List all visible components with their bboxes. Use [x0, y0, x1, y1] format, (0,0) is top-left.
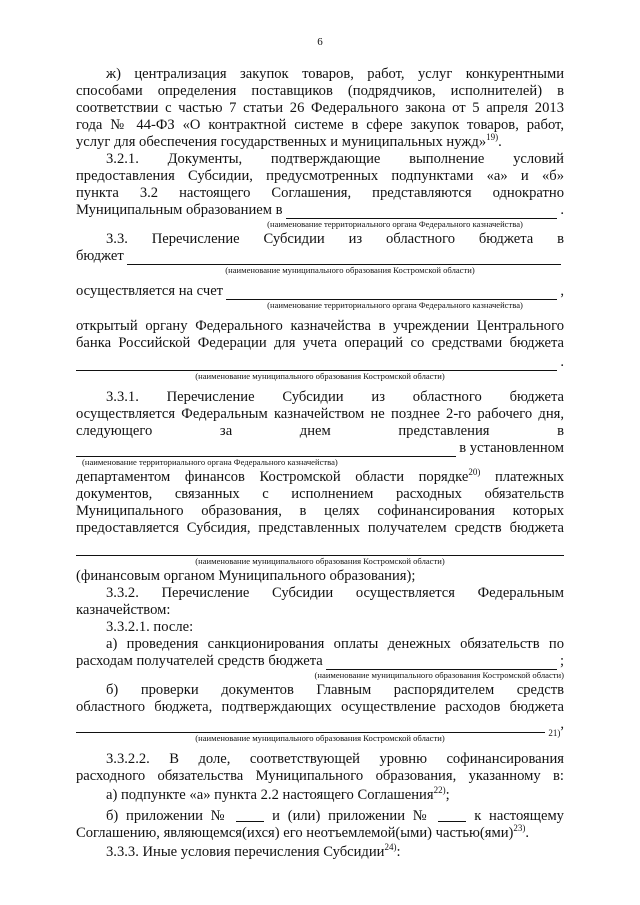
- text-line: б) проверки документов Главным распорядителем средств: [106, 682, 564, 698]
- paragraph-3-3-3: 3.3.3. Иные условия перечисления Субсидии$^{24)}$:: [106, 842, 401, 860]
- text-line: банка Российской Федерации для учета операций со средствами бюджета: [76, 335, 564, 351]
- blank-field[interactable]: [76, 356, 557, 371]
- text-line: документов, связанных с исполнением расходных обязательств: [76, 486, 564, 502]
- page-number: 6: [317, 36, 323, 48]
- fill-in-row: в установленном: [76, 440, 564, 457]
- text-line: ж) централизация закупок товаров, работ, услуг конкурентными: [106, 66, 564, 82]
- field-caption: (наименование муниципального образования Костромской области): [314, 670, 564, 680]
- text-line: услуг для обеспечения государственных и муниципальных нужд»$^{19)}$.: [76, 132, 502, 150]
- fill-in-row: бюджет: [76, 248, 564, 265]
- text-line: 3.3.2.1. после:: [106, 619, 194, 635]
- text-line: Муниципального образования, в целях софинансирования которых: [76, 503, 564, 519]
- blank-field[interactable]: [76, 541, 564, 556]
- text-line: соответствии с частью 7 статьи 26 Федерального закона от 5 апреля 2013: [76, 100, 564, 116]
- paragraph-3-3-2-2: [76, 751, 564, 842]
- text-line: а) подпункте «а» пункта 2.2 настоящего Соглашения$^{22)}$;: [106, 785, 450, 803]
- footnote-ref: 22): [433, 785, 446, 796]
- text-line: 3.3.2.2. В доле, соответствующей уровню софинансирования: [106, 751, 564, 767]
- blank-field[interactable]: [76, 442, 456, 457]
- text-line: предоставляется Субсидия, представленных получателем средств бюджета: [76, 520, 564, 536]
- blank-field[interactable]: [286, 204, 558, 219]
- text-line: пункта 3.2 настоящего Соглашения, представляются однократно: [76, 185, 564, 201]
- blank-field[interactable]: [438, 809, 466, 822]
- paragraph-3-3: [76, 231, 564, 381]
- text-line: а) проведения санкционирования оплаты денежных обязательств по: [106, 636, 564, 652]
- paragraph-zh: [76, 66, 564, 151]
- text-line: департаментом финансов Костромской области порядке$^{20)}$ платежных: [76, 467, 565, 485]
- blank-field[interactable]: [127, 250, 561, 265]
- text-line: (финансовым органом Муниципального образования);: [76, 568, 416, 584]
- blank-field[interactable]: [76, 718, 545, 733]
- text-line: б) приложении № и (или) приложении № к настоящему: [106, 808, 564, 824]
- text-line: областного бюджета, подтверждающих осуществление расходов бюджета: [76, 699, 564, 715]
- field-caption: (наименование муниципального образования Костромской области): [225, 265, 475, 275]
- field-caption: (наименование муниципального образования Костромской области): [195, 733, 445, 743]
- text-line: открытый органу Федерального казначейства в учреждении Центрального: [76, 318, 564, 334]
- text-line: 3.3.1. Перечисление Субсидии из областного бюджета: [106, 389, 564, 405]
- text-line: способами определения поставщиков (подрядчиков, исполнителей) в: [76, 83, 564, 99]
- field-caption: (наименование территориального органа Федерального казначейства): [267, 300, 523, 310]
- field-caption: (наименование муниципального образования Костромской области): [195, 371, 445, 381]
- field-caption: (наименование муниципального образования Костромской области): [195, 556, 445, 566]
- fill-in-row: 21) ,: [76, 716, 564, 733]
- fill-in-row: Муниципальным образованием в .: [76, 202, 564, 218]
- text-line: года № 44-ФЗ «О контрактной системе в сфере закупок товаров, работ,: [76, 117, 564, 133]
- paragraph-3-2-1: [76, 151, 564, 229]
- fill-in-row: расходам получателей средств бюджета ;: [76, 653, 564, 669]
- footnote-ref: 23): [513, 823, 526, 834]
- fill-in-row: .: [76, 354, 564, 371]
- footnote-ref: 20): [468, 467, 481, 478]
- fill-in-row: [76, 541, 564, 556]
- text-line: 3.3.2. Перечисление Субсидии осуществляется Федеральным: [106, 585, 564, 601]
- text-line: Соглашению, являющемся(ихся) его неотъемлемой(ыми) частью(ями)$^{23)}$.: [76, 823, 530, 841]
- field-caption: (наименование территориального органа Федерального казначейства): [82, 457, 338, 467]
- text-line: предоставления Субсидии, предусмотренных подпунктами «а» и «б»: [76, 168, 564, 184]
- blank-field[interactable]: [236, 809, 264, 822]
- text-line: осуществляется Федеральным казначейством не позднее 2-го рабочего дня,: [76, 406, 564, 422]
- footnote-ref: 24): [384, 842, 397, 853]
- paragraph-3-3-2: [76, 585, 564, 743]
- footnote-ref: 19): [486, 132, 499, 143]
- fill-in-row: осуществляется на счет ,: [76, 283, 564, 299]
- blank-field[interactable]: [326, 655, 557, 670]
- blank-field[interactable]: [226, 285, 557, 300]
- text-line: казначейством:: [76, 602, 171, 618]
- text-line: следующего за днем представления в: [76, 423, 564, 439]
- paragraph-3-3-1: [76, 389, 564, 585]
- text-line: 3.2.1. Документы, подтверждающие выполнение условий: [106, 151, 564, 167]
- text-line: 3.3. Перечисление Субсидии из областного бюджета в: [106, 231, 564, 247]
- field-caption: (наименование территориального органа Федерального казначейства): [267, 219, 523, 229]
- document-body: [76, 66, 564, 861]
- text-line: расходного обязательства Муниципального образования, указанному в:: [76, 768, 564, 784]
